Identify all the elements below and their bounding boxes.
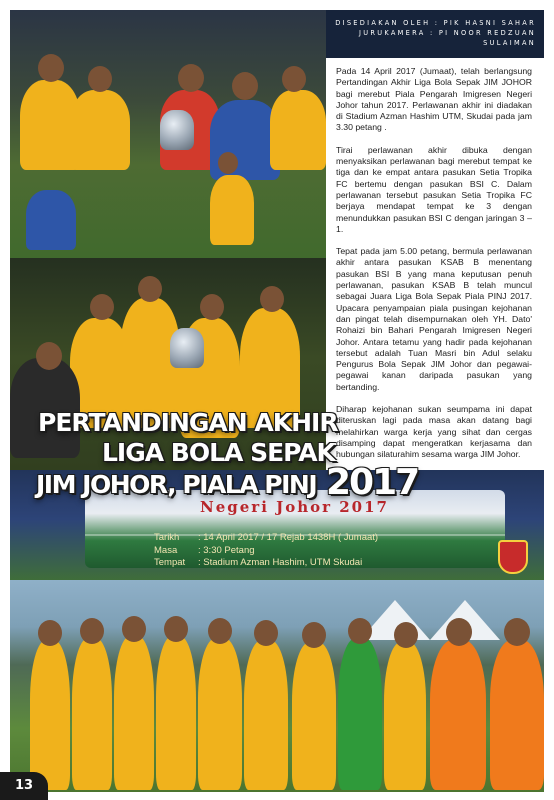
player-figure — [198, 638, 242, 790]
player-head — [164, 616, 188, 642]
player-head — [254, 620, 278, 646]
player-figure — [270, 90, 326, 170]
player-head — [348, 618, 372, 644]
headline-year: 2017 — [326, 462, 419, 503]
player-head — [122, 616, 146, 642]
detail-key: Tarikh — [154, 532, 180, 543]
detail-row-date — [154, 532, 378, 545]
article-body — [336, 66, 532, 472]
player-figure — [72, 638, 112, 790]
referee-figure — [490, 640, 544, 790]
player-figure — [292, 642, 336, 790]
player-head — [302, 622, 326, 648]
referee-figure — [430, 640, 486, 790]
trophy-icon — [160, 110, 194, 150]
trophy-icon — [170, 328, 204, 368]
credits-line: SULAIMAN — [483, 39, 536, 47]
credits-line: JURUKAMERA : PI NOOR REDZUAN — [358, 29, 536, 37]
player-head — [88, 66, 112, 92]
player-head — [218, 152, 238, 174]
player-head — [232, 72, 258, 100]
player-figure — [26, 190, 76, 250]
player-figure — [384, 642, 426, 790]
player-figure — [156, 636, 196, 790]
player-head — [394, 622, 418, 648]
detail-key: Tempat — [154, 557, 186, 568]
page-number: 13 — [0, 772, 48, 800]
player-head — [282, 66, 306, 92]
article-paragraph: Tirai perlawanan akhir dibuka dengan menyaksikan perlawanan bagi merebut tempat ke tiga dan ke empat antara pasukan Setia Tropika FC bertemu dengan pasukan BSI C. Dalam perlawanan tersebut pasukan Setia Tropika FC berjaya mendapat tempat ke 3 dengan menundukkan pasukan BSI C dengan jaringan 3 – 1. — [336, 144, 532, 234]
team-lineup-photo — [10, 580, 544, 792]
headline-line: LIGA BOLA SEPAK — [102, 438, 335, 467]
event-details — [154, 532, 378, 570]
article-paragraph: Tepat pada jam 5.00 petang, bermula perlawanan akhir antara pasukan KSAB B menentang pasukan BSI B yang mana keputusan penuh perlawanan, pasukan KSAB B telah muncul sebagai Juara Liga Bola Sepak Piala PINJ 2017. Upacara penyampaian piala pusingan kejohanan dan pingat telah disempurnakan oleh YH. Dato' Rohaizi bin Bahari Pengarah Imigresen Negeri Johor. Antara tetamu yang hadir pada kejohanan tersebut adalah Tuan Masri bin Adul selaku Pengurus Bola Sepak JIM Johor dan pegawai-pegawai kanan daripada pasukan yang bertanding. — [336, 246, 532, 392]
headline-line: PERTANDINGAN AKHIR — [38, 408, 338, 437]
player-head — [36, 342, 62, 370]
player-head — [208, 618, 232, 644]
crest-icon — [498, 540, 528, 574]
player-head — [504, 618, 530, 646]
article-paragraph: Pada 14 April 2017 (Jumaat), telah berlangsung Pertandingan Akhir Liga Bola Sepak JIM JOHOR bagi merebut Piala Pengarah Imigresen Negeri Johor tahun 2017. Perlawanan akhir ini diadakan di Stadium Azman Hashim UTM, Skudai pada jam 3.30 petang . — [336, 66, 532, 133]
detail-value: : 14 April 2017 / 17 Rejab 1438H ( Jumaat) — [198, 532, 379, 543]
celebration-photo — [10, 10, 326, 268]
detail-value: : 3:30 Petang — [198, 544, 255, 556]
article-paragraph: Diharap kejohanan sukan seumpama ini dapat diteruskan lagi pada masa akan datang bagi melahirkan warga kerja yang sihat dan cergas disamping dapat mengeratkan kerjasama dan hubungan silaturahim sesama warga JIM Johor. — [336, 404, 532, 460]
detail-row-time — [154, 545, 378, 558]
player-head — [200, 294, 224, 320]
player-figure — [244, 640, 288, 790]
credits-text — [335, 18, 536, 48]
player-figure — [114, 636, 154, 790]
banner-title: Negeri Johor 2017 — [200, 498, 389, 516]
player-head — [178, 64, 204, 92]
player-head — [38, 54, 64, 82]
player-head — [80, 618, 104, 644]
detail-key: Masa — [154, 544, 178, 556]
player-figure — [210, 175, 254, 245]
player-head — [90, 294, 114, 320]
player-head — [38, 620, 62, 646]
detail-value: : Stadium Azman Hashim, UTM Skudai — [198, 557, 363, 568]
player-head — [138, 276, 162, 302]
credits-header — [326, 10, 544, 58]
player-figure — [30, 640, 70, 790]
detail-row-venue — [154, 557, 378, 570]
player-head — [260, 286, 284, 312]
headline-line: JIM JOHOR, PIALA PINJ — [36, 470, 317, 499]
player-head — [446, 618, 472, 646]
goalkeeper-figure — [338, 638, 382, 790]
credits-line: DISEDIAKAN OLEH : PIK HASNI SAHAR — [335, 19, 536, 27]
player-figure — [70, 90, 130, 170]
